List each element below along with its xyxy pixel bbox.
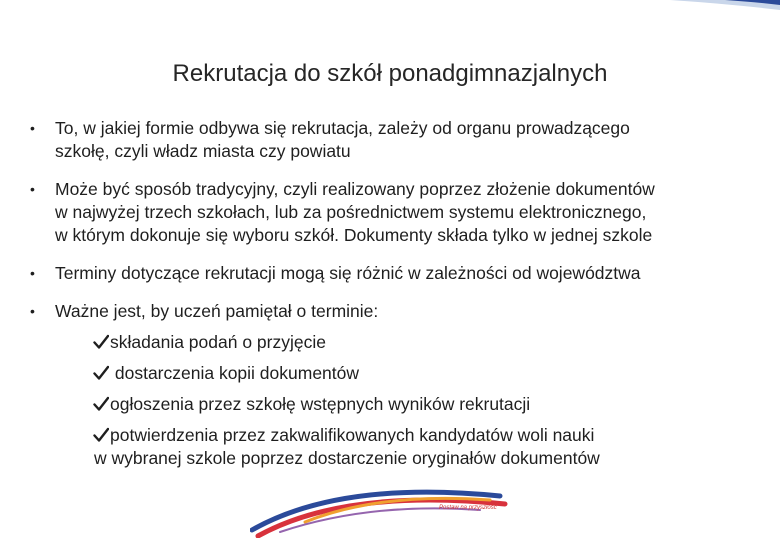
bullet-item (30, 117, 765, 163)
checklist-item (93, 362, 765, 385)
checklist-item-text: potwierdzenia przez zakwalifikowanych kandydatów woli nauki (110, 425, 595, 445)
bullet-marker: • (30, 265, 35, 281)
checklist-item-text: dostarczenia kopii dokumentów (110, 363, 360, 383)
bullet-text-line: Może być sposób tradycyjny, czyli realizowany poprzez złożenie dokumentów (55, 179, 655, 199)
bullet-text-line: To, w jakiej formie odbywa się rekrutacja, zależy od organu prowadzącego (55, 118, 630, 138)
checklist-item-text-continuation: w wybranej szkole poprzez dostarczenie oryginałów dokumentów (94, 448, 600, 468)
slide-title: Rekrutacja do szkół ponadgimnazjalnych (172, 60, 608, 87)
bullet-text-line: Ważne jest, by uczeń pamiętał o terminie: (55, 301, 379, 321)
bullet-item (30, 178, 765, 247)
bullet-marker: • (30, 120, 35, 136)
bullet-marker: • (30, 303, 35, 319)
bullet-item (30, 300, 765, 470)
checklist-item (93, 331, 765, 354)
checkmark-icon (93, 396, 109, 412)
checklist-item-text: ogłoszenia przez szkołę wstępnych wyników rekrutacji (110, 394, 531, 414)
logo-swoosh (250, 458, 510, 538)
checkmark-icon (93, 427, 109, 443)
bullet-text-line: w najwyżej trzech szkołach, lub za pośrednictwem systemu elektronicznego, (55, 202, 647, 222)
checklist-item (93, 393, 765, 416)
bullet-text-line: w którym dokonuje się wyboru szkół. Dokumenty składa tylko w jednej szkole (55, 225, 653, 245)
footer-slogan: Postaw na przyszłość (439, 505, 497, 511)
bullet-text-line: Terminy dotyczące rekrutacji mogą się różnić w zależności od województwa (55, 263, 641, 283)
bullet-item (30, 262, 765, 285)
corner-decoration (670, 0, 780, 20)
checklist-item-text: składania podań o przyjęcie (110, 332, 326, 352)
bullet-marker: • (30, 181, 35, 197)
bullet-list (30, 117, 765, 485)
bullet-text-line: szkołę, czyli władz miasta czy powiatu (55, 141, 351, 161)
checkmark-icon (93, 334, 109, 350)
deadline-checklist (55, 331, 765, 470)
checkmark-icon (93, 365, 109, 381)
